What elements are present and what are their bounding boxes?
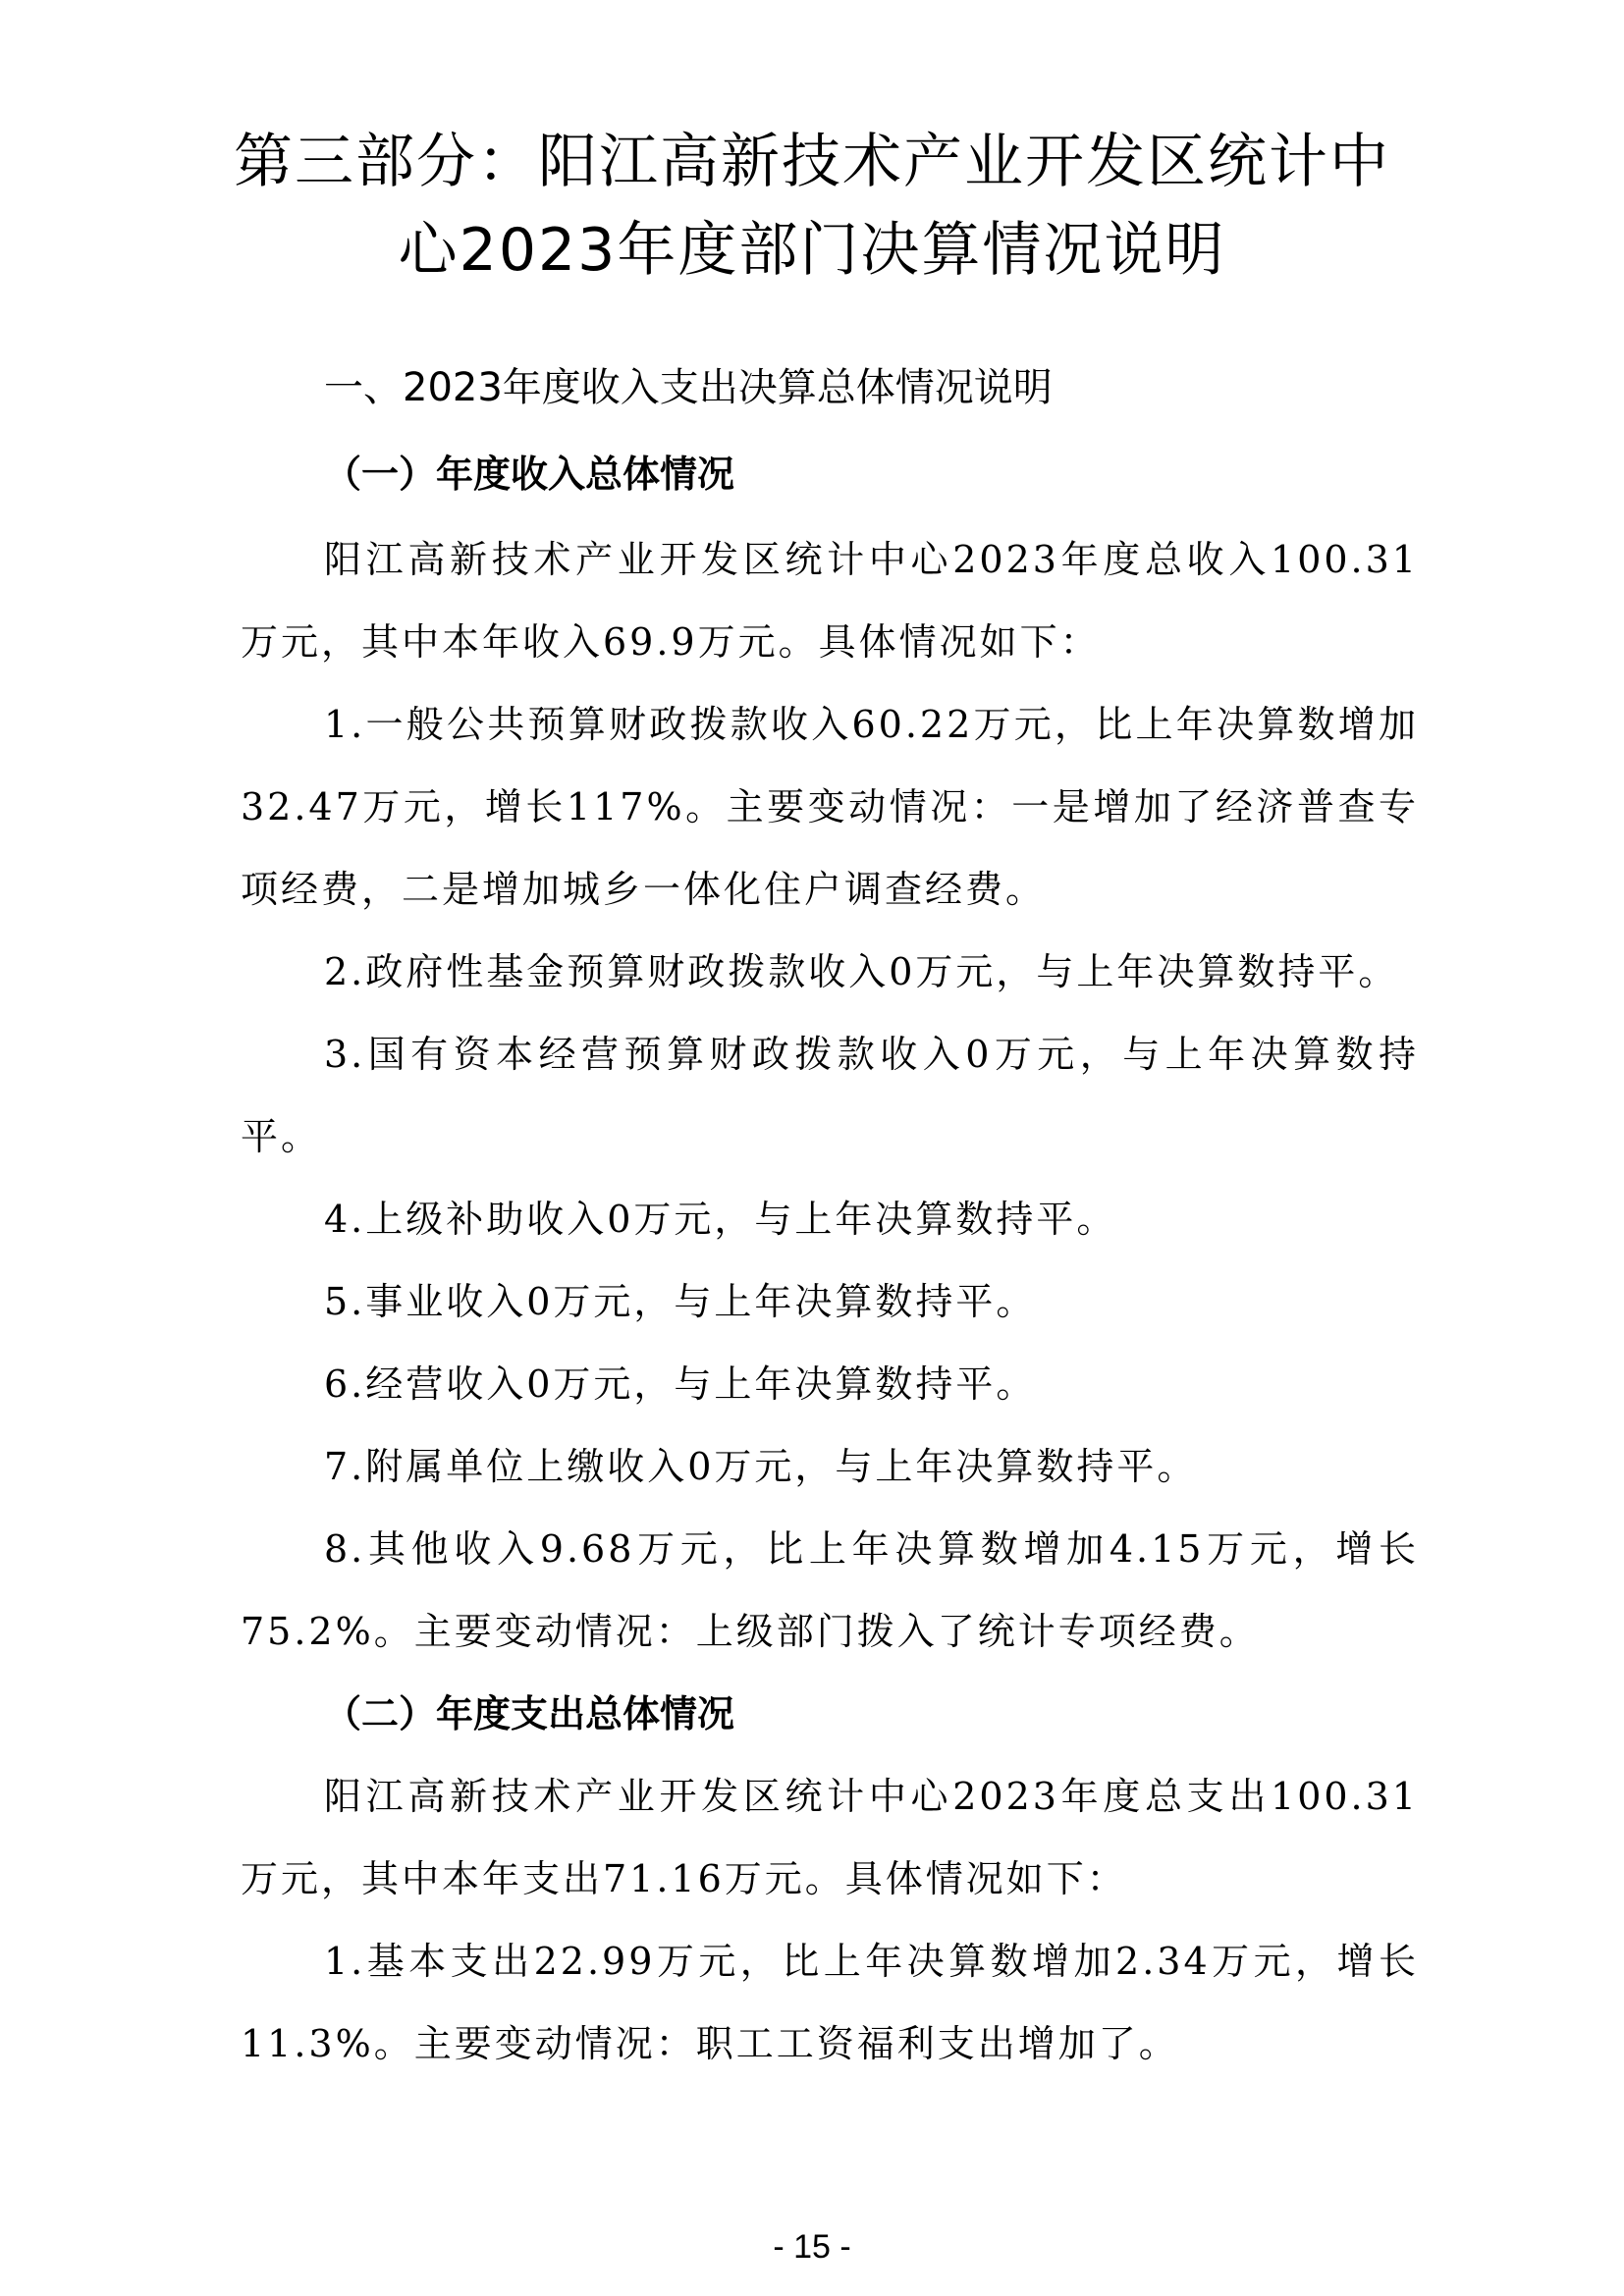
expenditure-heading: （二）年度支出总体情况 — [324, 1692, 735, 1735]
income-item-8: 8.其他收入9.68万元，比上年决算数增加4.15万元，增长75.2%。主要变动情况：上级部门拨入了统计专项经费。 — [241, 1527, 1419, 1653]
income-item-5: 5.事业收入0万元，与上年决算数持平。 — [324, 1280, 1037, 1323]
title-line-2: 心2023年度部门决算情况说明 — [398, 216, 1226, 285]
income-item-1: 1.一般公共预算财政拨款收入60.22万元，比上年决算数增加32.47万元，增长117%。主要变动情况：一是增加了经济普查专项经费，二是增加城乡一体化住户调查经费。 — [241, 703, 1419, 911]
income-item-6: 6.经营收入0万元，与上年决算数持平。 — [324, 1362, 1037, 1406]
income-intro: 阳江高新技术产业开发区统计中心2023年度总收入100.31万元，其中本年收入69.9万元。具体情况如下： — [241, 538, 1419, 664]
expenditure-item-1: 1.基本支出22.99万元，比上年决算数增加2.34万元，增长11.3%。主要变动情况：职工工资福利支出增加了。 — [241, 1940, 1419, 2065]
income-item-4: 4.上级补助收入0万元，与上年决算数持平。 — [324, 1198, 1117, 1241]
income-item-2: 2.政府性基金预算财政拨款收入0万元，与上年决算数持平。 — [324, 950, 1399, 993]
income-item-7: 7.附属单位上缴收入0万元，与上年决算数持平。 — [324, 1445, 1198, 1488]
expenditure-intro: 阳江高新技术产业开发区统计中心2023年度总支出100.31万元，其中本年支出71.16万元。具体情况如下： — [241, 1775, 1419, 1900]
title-line-1: 第三部分：阳江高新技术产业开发区统计中 — [234, 128, 1390, 196]
page-number: - 15 - — [773, 2228, 851, 2266]
income-item-3: 3.国有资本经营预算财政拨款收入0万元，与上年决算数持平。 — [241, 1033, 1419, 1158]
page-title — [196, 118, 1428, 294]
section-heading: 一、2023年度收入支出决算总体情况说明 — [324, 365, 1053, 410]
income-heading: （一）年度收入总体情况 — [324, 453, 735, 496]
